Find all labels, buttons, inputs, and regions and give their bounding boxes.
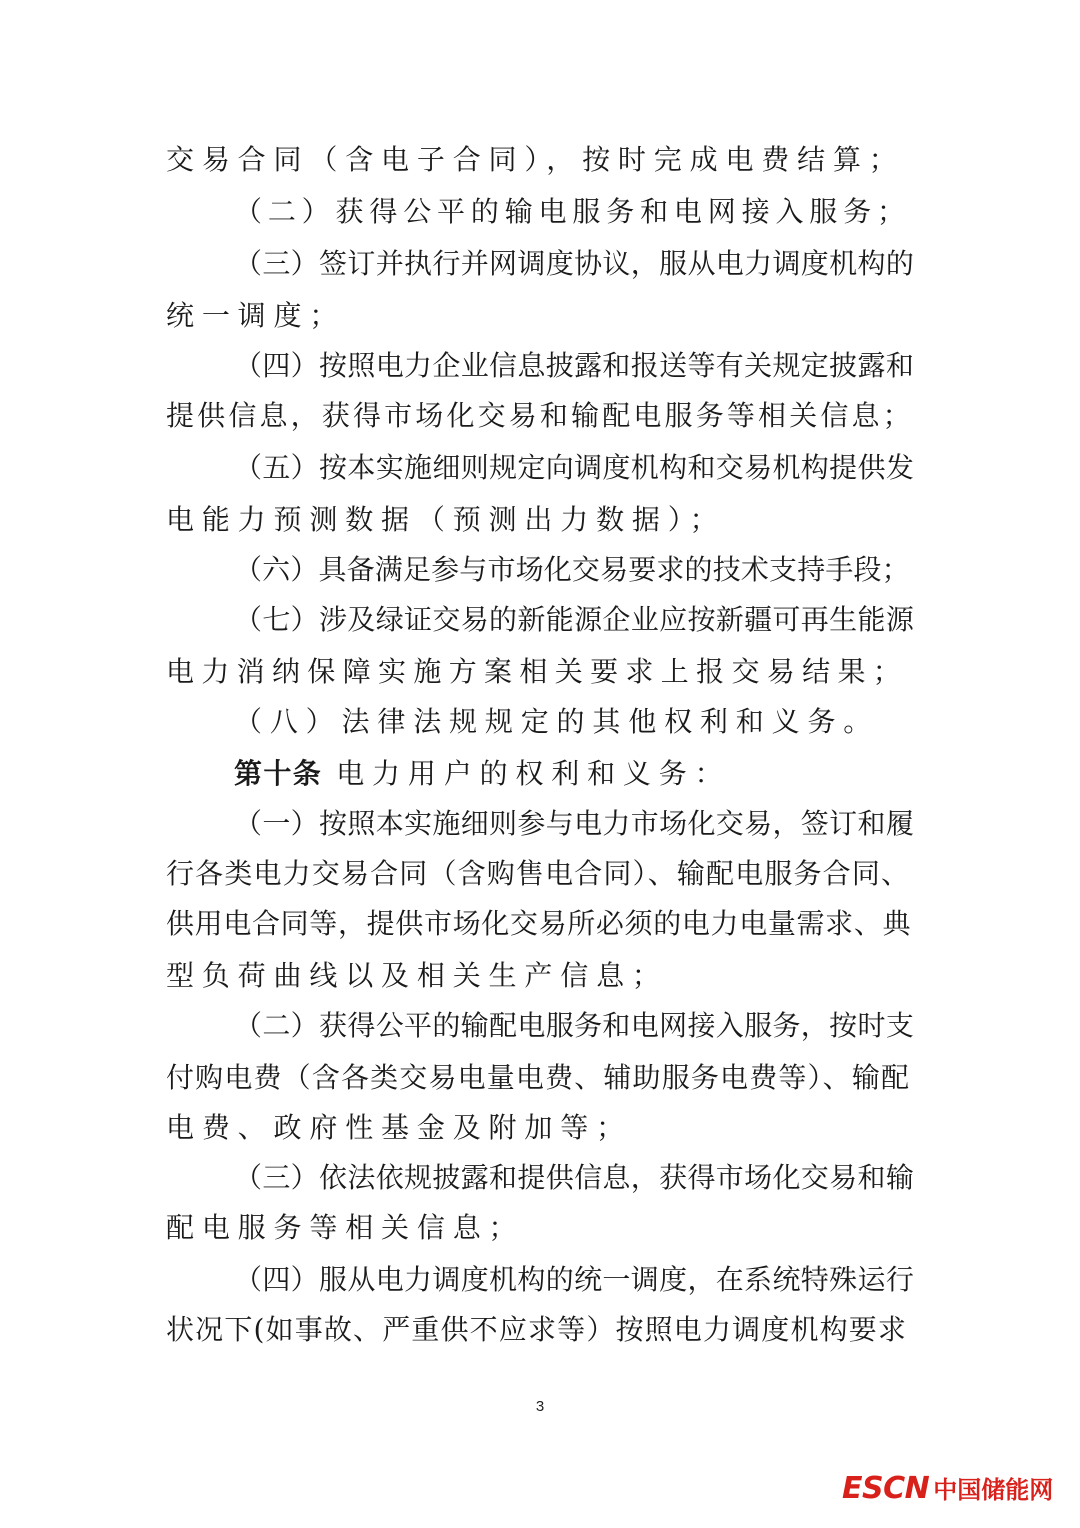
text-line: （八）法律法规规定的其他权利和义务。 [234, 705, 880, 738]
text-line: （四）服从电力调度机构的统一调度，在系统特殊运行 [234, 1263, 915, 1296]
text-line: （二）获得公平的输电服务和电网接入服务； [234, 195, 911, 228]
text-line: 提供信息，获得市场化交易和输配电服务等相关信息； [166, 399, 914, 432]
article-line [234, 748, 918, 800]
text-line: （二）获得公平的输配电服务和电网接入服务，按时支 [234, 1009, 915, 1042]
watermark-cn: 中国储能网 [933, 1476, 1054, 1504]
text-line: 交易合同（含电子合同），按时完成电费结算； [166, 143, 905, 176]
text-line: （七）涉及绿证交易的新能源企业应按新疆可再生能源 [234, 603, 915, 636]
text-line: 电费、政府性基金及附加等； [166, 1111, 632, 1144]
text-line: （四）按照电力企业信息披露和报送等有关规定披露和 [234, 349, 915, 382]
escn-watermark-logo [842, 1470, 1053, 1510]
text-line: 统一调度； [166, 299, 346, 332]
text-line: 状况下(如事故、严重供不应求等）按照电力调度机构要求 [166, 1313, 908, 1346]
text-line: 供用电合同等，提供市场化交易所必须的电力电量需求、典 [166, 907, 912, 940]
text-line: （六）具备满足参与市场化交易要求的技术支持手段； [234, 553, 910, 586]
text-line: 型负荷曲线以及相关生产信息； [166, 959, 668, 992]
text-line: （五）按本实施细则规定向调度机构和交易机构提供发 [234, 451, 915, 484]
text-line: 付购电费（含各类交易电量电费、辅助服务电费等）、输配 [166, 1061, 911, 1094]
article-text: 电力用户的权利和义务： [336, 757, 731, 790]
watermark-en: ESCN [842, 1471, 930, 1506]
text-line: （三）依法依规披露和提供信息，获得市场化交易和输 [234, 1161, 915, 1194]
text-line: 配电服务等相关信息； [166, 1211, 525, 1244]
text-line: 行各类电力交易合同（含购售电合同）、输配电服务合同、 [166, 857, 911, 890]
text-line: （一）按照本实施细则参与电力市场化交易，签订和履 [234, 807, 915, 840]
article-heading: 第十条 [234, 757, 323, 790]
text-line: （三）签订并执行并网调度协议，服从电力调度机构的 [234, 247, 915, 280]
text-line: 电力消纳保障实施方案相关要求上报交易结果； [166, 655, 909, 688]
page-number: 3 [535, 1398, 545, 1415]
text-line: 电能力预测数据（预测出力数据）； [166, 503, 726, 536]
